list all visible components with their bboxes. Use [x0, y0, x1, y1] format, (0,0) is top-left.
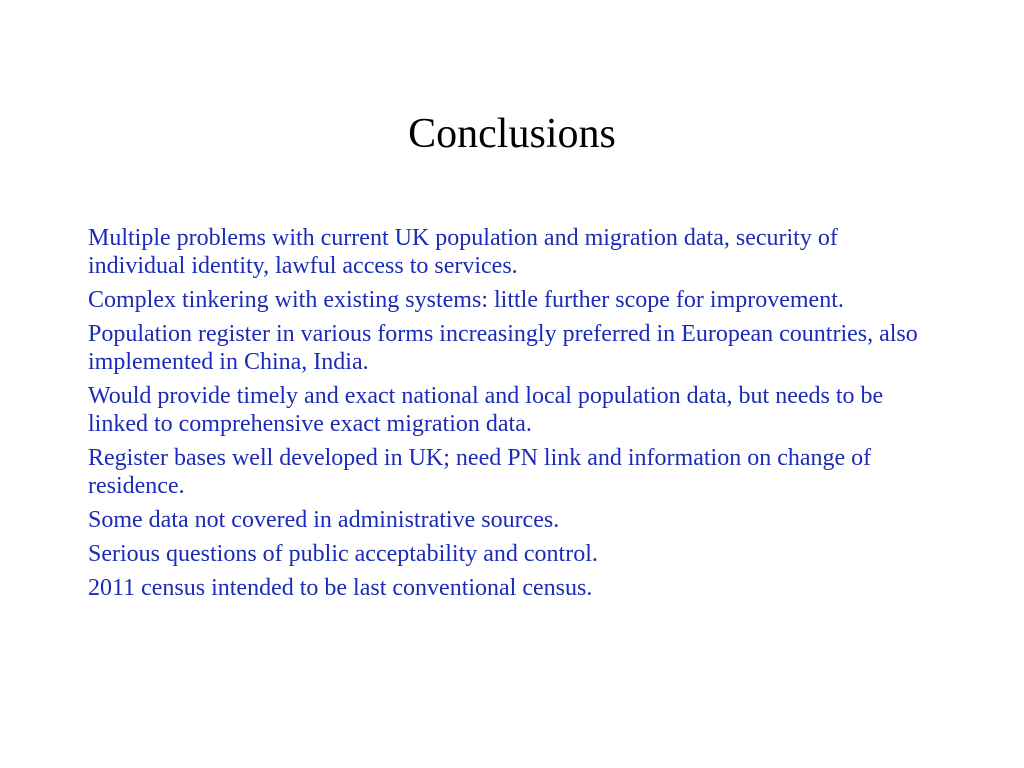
conclusion-points: [88, 224, 928, 608]
conclusion-point: Population register in various forms increasingly preferred in European countries, also implemented in China, India.: [88, 321, 918, 375]
conclusion-point: 2011 census intended to be last conventional census.: [88, 575, 593, 601]
conclusion-point: Some data not covered in administrative sources.: [88, 507, 560, 533]
conclusion-point: Serious questions of public acceptability and control.: [88, 541, 598, 567]
slide-title: Conclusions: [408, 111, 616, 157]
conclusion-point: Multiple problems with current UK population and migration data, security of individual identity, lawful access to services.: [88, 225, 838, 279]
conclusion-point: Complex tinkering with existing systems: little further scope for improvement.: [88, 287, 844, 313]
conclusion-point: Register bases well developed in UK; need PN link and information on change of residence.: [88, 445, 872, 499]
conclusion-point: Would provide timely and exact national and local population data, but needs to be linked to comprehensive exact migration data.: [88, 383, 884, 437]
